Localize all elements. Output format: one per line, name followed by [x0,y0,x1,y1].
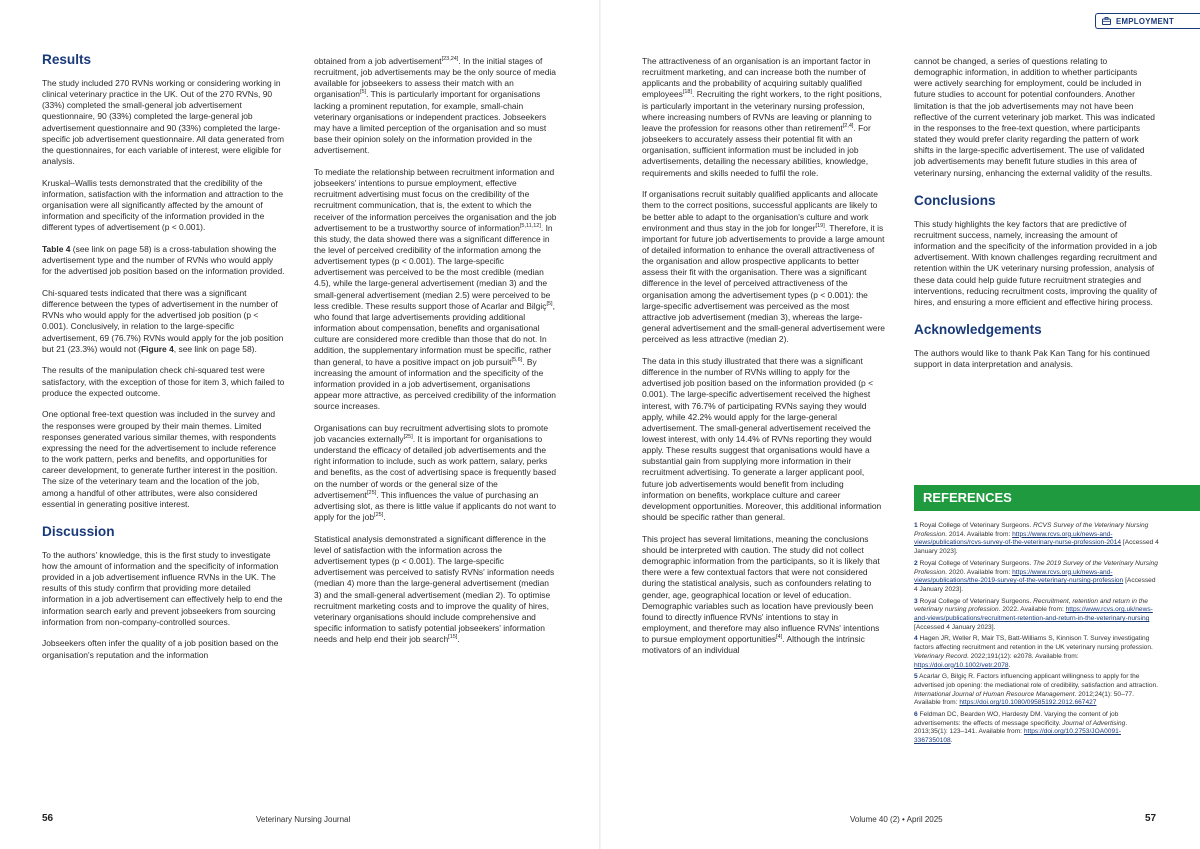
left-page-number: 56 [42,813,54,824]
paragraph: This study highlights the key factors that are predictive of recruitment success, namely, increasing the amount of information and the specificity of the information provided in a job advertisement. With known challenges regarding recruitment and retention within the UK veterinary nursing profession, analysis of these data could help guide future recruitment strategies and interventions, reducing recruitment costs, improving the quality of hires, and ensuring a more efficient and effective hiring process. [914,218,1157,307]
discussion-heading: Discussion [42,523,115,539]
paragraph: One optional free-text question was included in the survey and the responses were grouped by their main themes. Limited responses generated various similar themes, with respondents expressing the need for the advertisement to include reference to the work pattern, perks and benefits, and opportunities for career development, to generate further interest in the position. The size of the veterinary team and the location of the job, among a handful of other attributes, were also considered essential in generating positive interest. [42,409,278,509]
paragraph: The attractiveness of an organisation is an important factor in recruitment marketing, and can increase both the number of applicants and the probability of acquiring suitably qualified employees[18]. Recruiting the right workers, to the right positions, is particularly important in the veterinary nursing profession, where increasing numbers of RVNs are leaving or planning to leave the profession for reasons other than retirement[2,4]. For jobseekers to accurately assess their potential fit with an organisation, sufficient information must be included in job advertisements, detailing the necessary abilities, knowledge, requirements and skills needed to fulfil the role. [642,56,882,178]
page-gutter [599,0,601,849]
briefcase-icon [1102,17,1111,25]
paragraph: obtained from a job advertisement[23,24]. In the initial stages of recruitment, job advertisements may be the only source of media available for jobseekers to assess their match with an organisation[5]. This is particularly important for organisations lacking a prominent reputation, for example, small-chain veterinary organisations or independent practices. Jobseekers may have a limited perception of the organisation and so must base their opinion solely on the information provided in the advertisement. [314,56,556,156]
reference-item: 3 Royal College of Veterinary Surgeons. Recruitment, retention and return in the veterinary nursing profession. 2022. Available from: https://www.rcvs.org.uk/news-and-views/publications/recruitment-retention-and-return-in-the-veterinary-nursing [Accessed 4 January 2023]. [914,597,1153,631]
reference-link[interactable]: https://www.rcvs.org.uk/news-and-views/publications/the-2019-survey-of-the-veterinary-nursing-profession [914,568,1124,585]
reference-link[interactable]: https://www.rcvs.org.uk/news-and-views/publications/recruitment-retention-and-return-in-the-veterinary-nursing [914,606,1153,623]
right-page-number: 57 [1145,813,1157,824]
paragraph: Kruskal–Wallis tests demonstrated that the credibility of the information, satisfaction with the information and attraction to the organisation were all significantly affected by the amount of information and specificity of the information provided in the different types of advertisement (p < 0.001). [42,177,284,233]
table-ref: Table 4 [42,244,71,255]
column-2 [314,56,557,656]
paragraph: Organisations can buy recruitment advertising slots to promote job vacancies externally[25]. It is important for organisations to understand the efficacy of detailed job advertisements and the right information to include, such as work pattern, salary, perks and benefits, as the cost of advertising space is frequently based on the number of words or the general size of the advertisement[25]. This influences the value of purchasing an advertising slot, as there is little value if applicants do not want to apply for the job[25]. [314,422,557,523]
paragraph: If organisations recruit suitably qualified applicants and allocate them to the correct positions, successful applicants are likely to be better able to adapt to the organisation's culture and work environment and thus stay in the job for longer[19]. Therefore, it is important for future job advertisements to provide a large amount of detailed information to enhance the overall attractiveness of the organisation and allow prospective applicants to better assess their fit with the organisation. There was a significant difference in the level of perceived attractiveness of the organisation among the advertisement types (p < 0.001): the large-specific advertisement was perceived as the most attractive job advertisement (median 3), whereas the large-general advertisement and the small-general advertisement were perceived as less attractive (median 2). [642,189,885,345]
section-tag-label: EMPLOYMENT [1116,16,1175,26]
paragraph: Statistical analysis demonstrated a significant difference in the level of satisfaction with the information across the advertisement types (p < 0.001). The large-specific advertisement was perceived to satisfy RVNs' information needs (median 4) more than the large-general advertisement (median 3) and the small-general advertisement (median 2). To optimise recruitment marketing costs and to improve the quality of hires, veterinary organisations should include comprehensive and specific information to satisfy potential jobseekers' information needs and help end their job search[15]. [314,533,555,645]
reference-item: 4 Hagen JR, Weller R, Mair TS, Batt-Williams S, Kinnison T. Survey investigating factors affecting recruitment and retention in the UK veterinary nursing profession. Veterinary Record. 2022;191(12): e2078. Available from: https://doi.org/10.1002/vetr.2078. [914,635,1153,669]
paragraph: Table 4 (see link on page 58) is a cross-tabulation showing the advertisement type and the number of RVNs who would apply for the advertised job position based on the information provided. [42,244,285,277]
reference-item: 6 Feldman DC, Bearden WO, Hardesty DM. Varying the content of job advertisements: the effects of message specificity. Journal of Advertising. 2013;35(1): 123–141. Available from: https://doi.org/10.2753/JOA0091-3367350108. [914,711,1128,745]
paragraph: This project has several limitations, meaning the conclusions should be interpreted with caution. The study did not collect demographic information from the participants, so it is likely that there were a few contextual factors that were not considered during the statistical analysis, such as confounders relating to gender, age, geographical location or level of education. Demographic variables such as location have previously been found to directly influence RVNs' intentions to stay in employment, and therefore may also influence RVNs' intentions to pursue employment opportunities[4]. Although the intrinsic motivators of an individual [642,533,880,656]
paragraph: The results of the manipulation check chi-squared test were satisfactory, with the exception of those for item 3, which failed to produce the expected outcome. [42,365,285,398]
paragraph: To the authors' knowledge, this is the first study to investigate how the amount of information and the specificity of information provided in a job advertisement influence RVNs in the UK. The results of this study confirm that providing more detailed information in a job advertisement can effectively help to end the information search early and prevent jobseekers from sourcing information from non-company-controlled sources. [42,549,283,627]
reference-link[interactable]: https://doi.org/10.2753/JOA0091-3367350108 [914,728,1121,745]
paragraph: The data in this study illustrated that there was a significant difference in the number of RVNs willing to apply for the advertised job position based on the information provided (p < 0.001). The large-specific advertisement received the highest interest, with 76.7% of participating RVNs saying they would apply, while 42.2% would apply for the large-general advertisement. The small-general advertisement received the lowest interest, with only 14.4% of RVNs reporting they would apply. These results suggest that organisations would have a substantial gain from supplying more information in their recruitment advertising. To generate a larger applicant pool, future job advertisements would benefit from including information on benefits, workplace culture and career development opportunities. Moreover, this additional information should be specific rather than general. [642,355,882,523]
reference-link[interactable]: https://doi.org/10.1002/vetr.2078 [914,661,1009,669]
issue-info: Volume 40 (2) • April 2025 [850,815,943,824]
paragraph: Jobseekers often infer the quality of a job position based on the organisation's reputation and the information [42,638,279,660]
paragraph: The authors would like to thank Pak Kan Tang for his continued support in data interpretation and analysis. [914,347,1150,370]
column-1 [42,52,285,671]
reference-item: 2 Royal College of Veterinary Surgeons. The 2019 Survey of the Veterinary Nursing Profession. 2020. Available from: https://www.rcvs.org.uk/news-and-views/publications/the-2019-survey-of-the-veterinary-nursing-profession [Accessed 4 January 2023]. [914,559,1158,593]
column-3 [642,56,885,667]
paragraph: The study included 270 RVNs working or considering working in clinical veterinary practice in the UK. Out of the 270 RVNs, 90 (33%) completed the small-general job advertisement questionnaire, 90 (33%) completed the large-general job advertisement questionnaire and 90 (33%) completed the large-specific job advertisement questionnaire. All data generated from the questionnaires, for each variable of interest, were eligible for analysis. [42,78,285,167]
results-heading: Results [42,52,92,67]
references-list [914,522,1159,749]
reference-link[interactable]: https://www.rcvs.org.uk/news-and-views/publications/rcvs-survey-of-the-veterinary-nurse-profession-2014 [914,530,1122,547]
conclusions-heading: Conclusions [914,192,996,208]
reference-link[interactable]: https://doi.org/10.1080/09585192.2012.667427 [959,699,1097,707]
figure-ref: Figure 4 [140,343,174,354]
references-heading: REFERENCES [914,485,1200,511]
paragraph: To mediate the relationship between recruitment information and jobseekers' intentions to pursue employment, effective recruitment advertising must focus on the credibility of the recruitment communication, that is, the extent to which the receiver of the information perceives the organisation and the job advertisement to be a trustworthy source of information[5,11,12]. In this study, the data showed there was a significant difference in the level of perceived credibility of the information among the advertisement types (p < 0.001). The large-specific advertisement was perceived to be the most credible (median 4.5), while the large-general advertisement (median 3) and the small-general advertisement (median 2.5) were perceived to be less credible. These results support those of Acarlar and Bilgiç[5], who found that large advertisements providing additional information about compensation, benefits and organisational culture are considered more credible than those that do not. In addition, the supplementary information must be specific, rather than general, to have a positive impact on job pursuit[5,6]. By increasing the amount of information and the specificity of the information provided in a job advertisement, organisations appear more attractive, as perceived credibility of the information source increases. [314,166,557,412]
acknowledgements-heading: Acknowledgements [914,321,1042,337]
reference-item: 1 Royal College of Veterinary Surgeons. RCVS Survey of the Veterinary Nursing Profession. 2014. Available from: https://www.rcvs.org.uk/news-and-views/publications/rcvs-survey-of-the-veterinary-nurse-profession-2014 [Accessed 4 January 2023]. [914,522,1159,556]
paragraph: cannot be changed, a series of questions relating to demographic information, in addition to whether participants were actively searching for employment, could be included in future studies to account for potential confounders. Another limitation is that the job advertisements may not have been reflective of the current veterinary job market. This was indicated in the responses to the free-text question, where participants stated they would prefer clarity regarding the pattern of work shifts in the large-specific advertisement. The use of validated job advertisements may benefit future studies in this area of veterinary nursing, enhancing the external validity of the results. [914,56,1155,178]
journal-name: Veterinary Nursing Journal [256,815,351,824]
section-tag [1095,13,1200,29]
paragraph: Chi-squared tests indicated that there was a significant difference between the types of advertisement in the number of RVNs who would apply for the advertised job position (p < 0.001). Conclusively, in relation to the large-specific advertisement, 69 (76.7%) RVNs would apply for the job position but 21 (23.3%) would not (Figure 4, see link on page 58). [42,288,284,354]
column-4 [914,56,1157,381]
reference-item: 5 Acarlar G, Bilgiç R. Factors influencing applicant willingness to apply for the advertised job opening: the mediational role of credibility, satisfaction and attraction. International Journal of Human Resource Management. 2012;24(1): 50–77. Available from: https://doi.org/10.1080/09585192.2012.667427 [914,673,1158,707]
